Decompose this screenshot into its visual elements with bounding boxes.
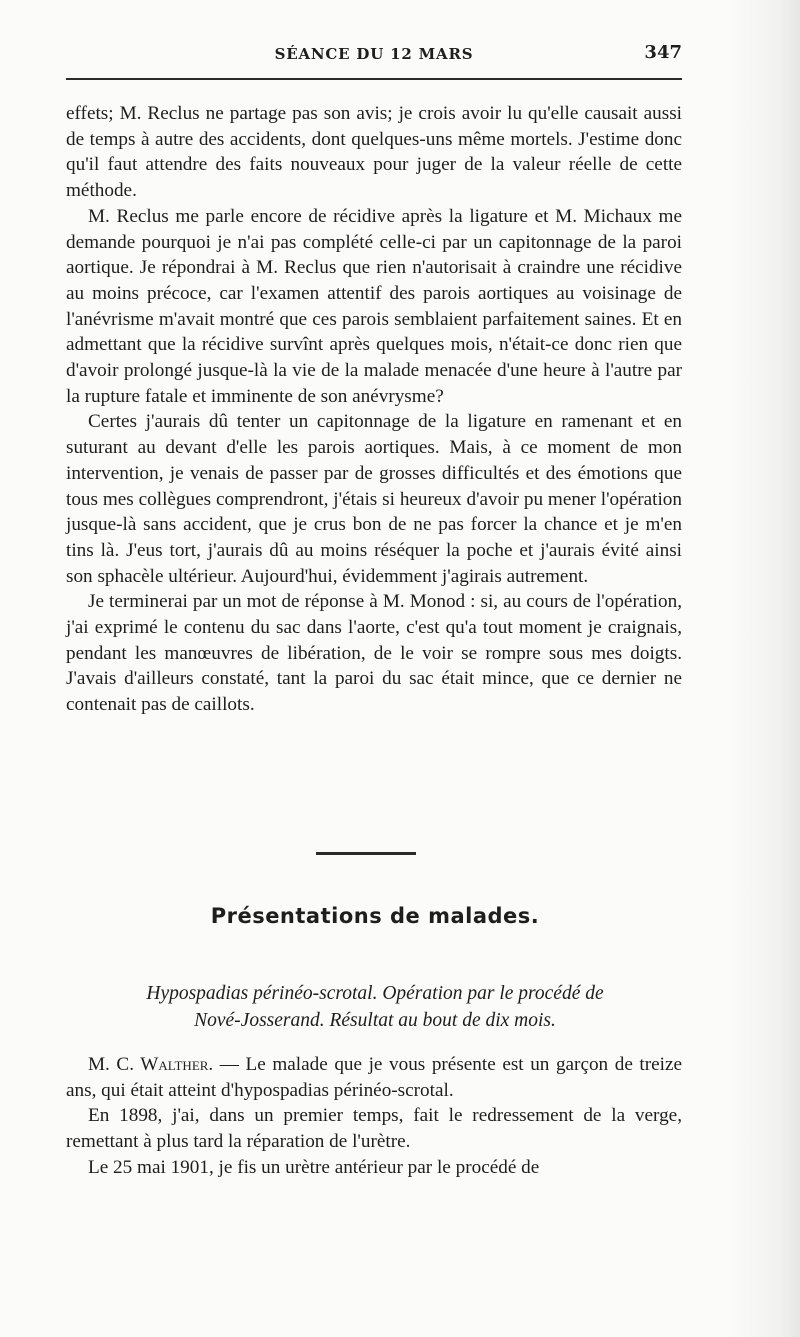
paragraph: En 1898, j'ai, dans un premier temps, fait le redressement de la verge, remettant à plus tard la réparation de l'urètre. — [66, 1105, 682, 1153]
case-title — [60, 980, 690, 1034]
running-head-title: SÉANCE DU 12 MARS — [274, 45, 474, 63]
paragraph — [66, 1052, 682, 1103]
case-title-line: Hypospadias périnéo-scrotal. Opération par le procédé de — [146, 983, 604, 1004]
paragraph: Certes j'aurais dû tenter un capitonnage de la ligature en ramenant et en suturant au devant d'elle les parois aortiques. Mais, à ce moment de mon intervention, je venais de passer par de grosses difficultés et des émotions que tous mes collègues comprendront, j'étais si heureux d'avoir pu mener l'opération jusque-là sans accident, que je crus bon de ne pas forcer la chance et je m'en tins là. J'eus tort, j'aurais dû au moins réséquer la poche et j'aurais évité ainsi son sphacèle ultérieur. Aujourd'hui, évidemment j'agirais autrement. — [66, 411, 682, 587]
continued-text — [66, 101, 682, 718]
page-number: 347 — [644, 42, 682, 63]
paragraph: effets; M. Reclus ne partage pas son avis; je crois avoir lu qu'elle causait aussi de temps à autre des accidents, dont quelques-uns même mortels. J'estime donc qu'il faut attendre des faits nouveaux pour juger de la valeur réelle de cette méthode. — [66, 103, 682, 202]
speaker-name: M. C. Walther. — [88, 1054, 214, 1075]
section-separator-rule — [316, 852, 416, 855]
case-title-line: Nové-Josserand. Résultat au bout de dix mois. — [194, 1010, 556, 1031]
case-text — [66, 1052, 682, 1181]
header-rule — [66, 78, 682, 80]
paragraph: M. Reclus me parle encore de récidive après la ligature et M. Michaux me demande pourquoi je n'ai pas complété celle-ci par un capitonnage de la paroi aortique. Je répondrai à M. Reclus que rien n'autorisait à craindre une récidive au moins précoce, car l'examen attentif des parois aortiques au voisinage de l'anévrisme m'avait montré que ces parois semblaient parfaitement saines. Et en admettant que la récidive survînt après quelques mois, n'était-ce donc rien que d'avoir prolongé jusque-là la vie de la malade menacée d'une heure à l'autre par la rupture fatale et imminente de son anévrysme? — [66, 205, 682, 407]
paragraph: Je terminerai par un mot de réponse à M. Monod : si, au cours de l'opération, j'ai exprimé le contenu du sac dans l'aorte, c'est qu'a tout moment je craignais, pendant les manœuvres de libération, de le voir se rompre sous mes doigts. J'avais d'ailleurs constaté, tant la paroi du sac était mince, que ce dernier ne contenait pas de caillots. — [66, 591, 682, 716]
section-heading: Présentations de malades. — [210, 904, 540, 928]
paragraph-text: — Le malade que je vous présente est un garçon de treize ans, qui était atteint d'hypospadias périnéo-scrotal. — [66, 1054, 682, 1101]
running-head — [66, 40, 682, 80]
paragraph: Le 25 mai 1901, je fis un urètre antérieur par le procédé de — [88, 1156, 540, 1178]
